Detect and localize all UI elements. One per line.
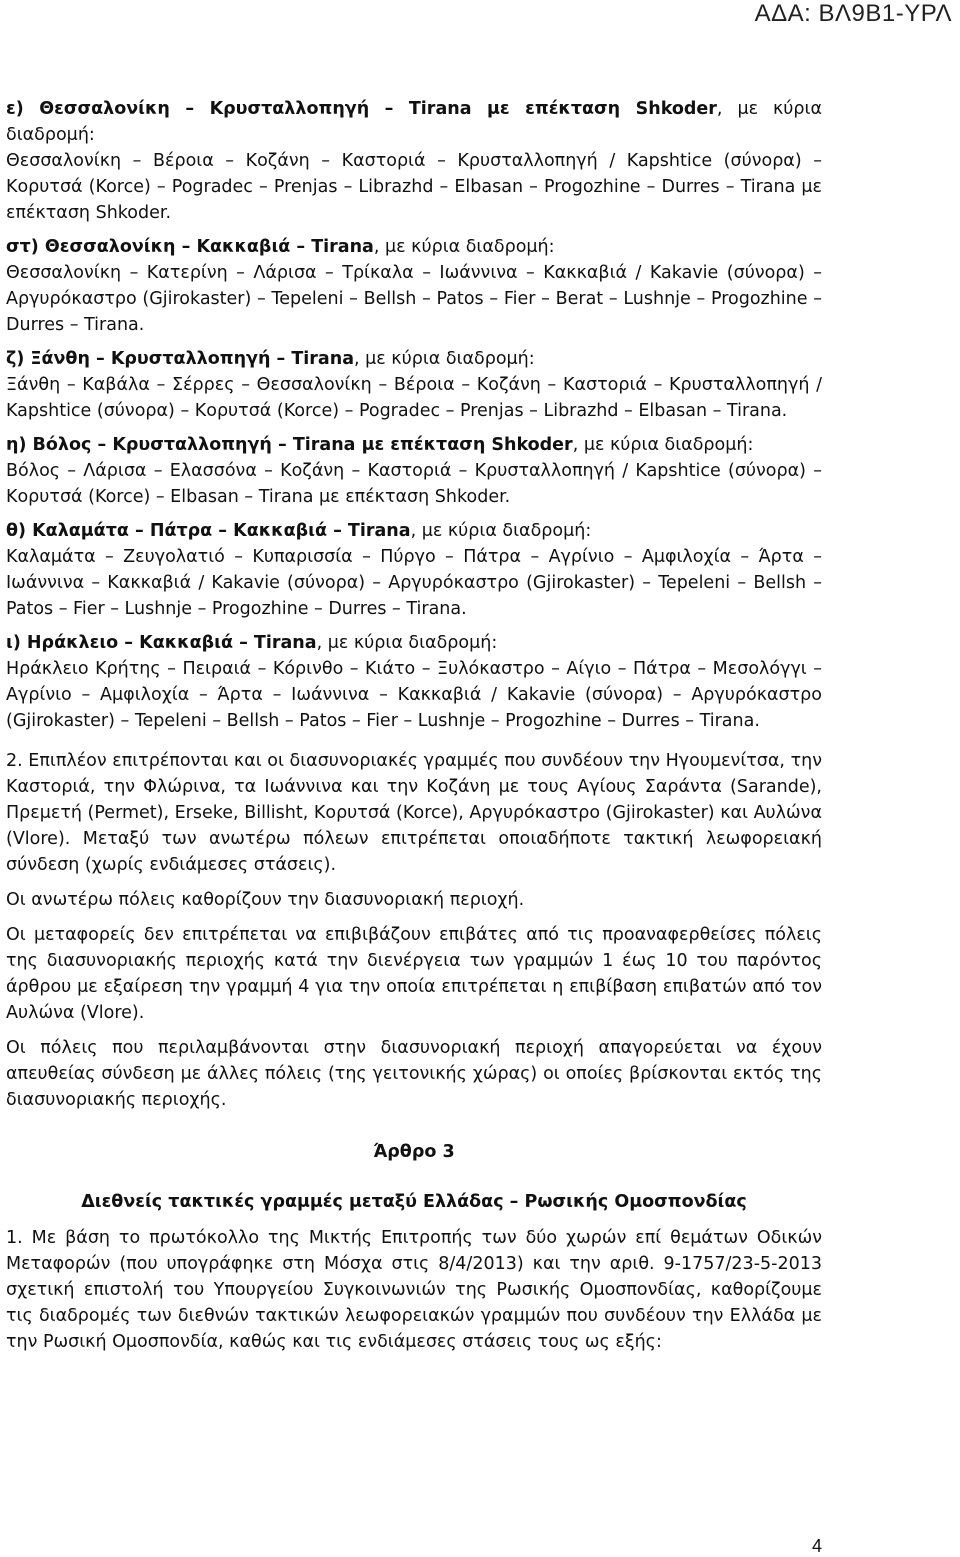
route-path: Θεσσαλονίκη – Κατερίνη – Λάρισα – Τρίκαλα – Ιωάννινα – Κακκαβιά / Kakavie (σύνορα) – Αργυρόκαστρο (Gjirokaster) – Tepeleni – Bellsh – Patos – Fier – Berat – Lushnje – Progozhine – Durres – Tirana. [6,263,822,335]
route-path: Ηράκλειο Κρήτης – Πειραιά – Κόρινθο – Κιάτο – Ξυλόκαστρο – Αίγιο – Πάτρα – Μεσολόγγι – Αγρίνιο – Αμφιλοχία – Άρτα – Ιωάννινα – Κακκαβιά / Kakavie (σύνορα) – Αργυρόκαστρο (Gjirokaster) – Tepeleni – Bellsh – Patos – Fier – Lushnje – Progozhine – Durres – Tirana. [6,659,822,731]
article-title: Διεθνείς τακτικές γραμμές μεταξύ Ελλάδας – Ρωσικής Ομοσπονδίας [81,1192,747,1212]
route-h [6,432,822,510]
route-intro: , με κύρια διαδρομή: [316,633,498,653]
route-intro: , με κύρια διαδρομή: [6,99,822,145]
route-heading: ι) Ηράκλειο – Κακκαβιά – Tirana [6,633,317,653]
route-st [6,234,822,338]
paragraph: Οι ανωτέρω πόλεις καθορίζουν την διασυνοριακή περιοχή. [6,890,525,910]
article-number: Άρθρο 3 [373,1142,455,1162]
route-path: Ξάνθη – Καβάλα – Σέρρες – Θεσσαλονίκη – Βέροια – Κοζάνη – Καστοριά – Κρυσταλλοπηγή / Kapshtice (σύνορα) – Κορυτσά (Korce) – Pogradec – Prenjas – Librazhd – Elbasan – Tirana. [6,375,822,421]
route-i [6,630,822,734]
route-heading: ζ) Ξάνθη – Κρυσταλλοπηγή – Tirana [6,349,355,369]
route-path: Βόλος – Λάρισα – Ελασσόνα – Κοζάνη – Καστοριά – Κρυσταλλοπηγή / Kapshtice (σύνορα) – Κορυτσά (Korce) – Elbasan – Tirana με επέκταση Shkoder. [6,461,822,507]
route-heading: θ) Καλαμάτα – Πάτρα – Κακκαβιά – Tirana [6,521,411,541]
document-body [6,96,822,1364]
route-th [6,518,822,622]
route-e [6,96,822,226]
route-intro: , με κύρια διαδρομή: [373,237,555,257]
paragraph: Οι μεταφορείς δεν επιτρέπεται να επιβιβάζουν επιβάτες από τις προαναφερθείσες πόλεις της διασυνοριακής περιοχής κατά την διενέργεια των γραμμών 1 έως 10 του παρόντος άρθρου με εξαίρεση την γραμμή 4 για την οποία επιτρέπεται η επιβίβαση επιβατών από τον Αυλώνα (Vlore). [6,925,822,1023]
ada-code: ΑΔΑ: ΒΛ9Β1-ΥΡΛ [754,0,952,27]
route-heading: η) Βόλος – Κρυσταλλοπηγή – Tirana με επέκταση Shkoder [6,435,573,455]
route-z [6,346,822,424]
route-intro: , με κύρια διαδρομή: [410,521,592,541]
paragraph: 2. Επιπλέον επιτρέπονται και οι διασυνοριακές γραμμές που συνδέουν την Ηγουμενίτσα, την Καστοριά, την Φλώρινα, τα Ιωάννινα και την Κοζάνη με τους Αγίους Σαράντα (Sarande), Πρεμετή (Permet), Erseke, Billisht, Κορυτσά (Korce), Αργυρόκαστρο (Gjirokaster) και Αυλώνα (Vlore). Μεταξύ των ανωτέρω πόλεων επιτρέπεται οποιαδήποτε τακτική λεωφορειακή σύνδεση (χωρίς ενδιάμεσες στάσεις). [6,751,822,875]
route-heading: στ) Θεσσαλονίκη – Κακκαβιά – Tirana [6,237,374,257]
page-number: 4 [811,1536,822,1556]
route-path: Καλαμάτα – Ζευγολατιό – Κυπαρισσία – Πύργο – Πάτρα – Αγρίνιο – Αμφιλοχία – Άρτα – Ιωάννινα – Κακκαβιά / Kakavie (σύνορα) – Αργυρόκαστρο (Gjirokaster) – Tepeleni – Bellsh – Patos – Fier – Lushnje – Progozhine – Durres – Tirana. [6,547,822,619]
route-heading: ε) Θεσσαλονίκη – Κρυσταλλοπηγή – Tirana με επέκταση Shkoder [6,99,717,119]
route-path: Θεσσαλονίκη – Βέροια – Κοζάνη – Καστοριά – Κρυσταλλοπηγή / Kapshtice (σύνορα) – Κορυτσά (Korce) – Pogradec – Prenjas – Librazhd – Elbasan – Progozhine – Durres – Tirana με επέκταση Shkoder. [6,151,822,223]
route-intro: , με κύρια διαδρομή: [354,349,535,369]
paragraph: Οι πόλεις που περιλαμβάνονται στην διασυνοριακή περιοχή απαγορεύεται να έχουν απευθείας σύνδεση με άλλες πόλεις (της γειτονικής χώρας) οι οποίες βρίσκονται εκτός της διασυνοριακής περιοχής. [6,1038,822,1110]
article-paragraph: 1. Με βάση το πρωτόκολλο της Μικτής Επιτροπής των δύο χωρών επί θεμάτων Οδικών Μεταφορών (που υπογράφηκε στη Μόσχα στις 8/4/2013) και την αριθ. 9-1757/23-5-2013 σχετική επιστολή του Υπουργείου Συγκοινωνιών της Ρωσικής Ομοσπονδίας, καθορίζουμε τις διαδρομές των διεθνών τακτικών λεωφορειακών γραμμών που συνδέουν την Ελλάδα με την Ρωσική Ομοσπονδία, καθώς και τις ενδιάμεσες στάσεις τους ως εξής: [6,1228,822,1352]
route-intro: , με κύρια διαδρομή: [572,435,754,455]
